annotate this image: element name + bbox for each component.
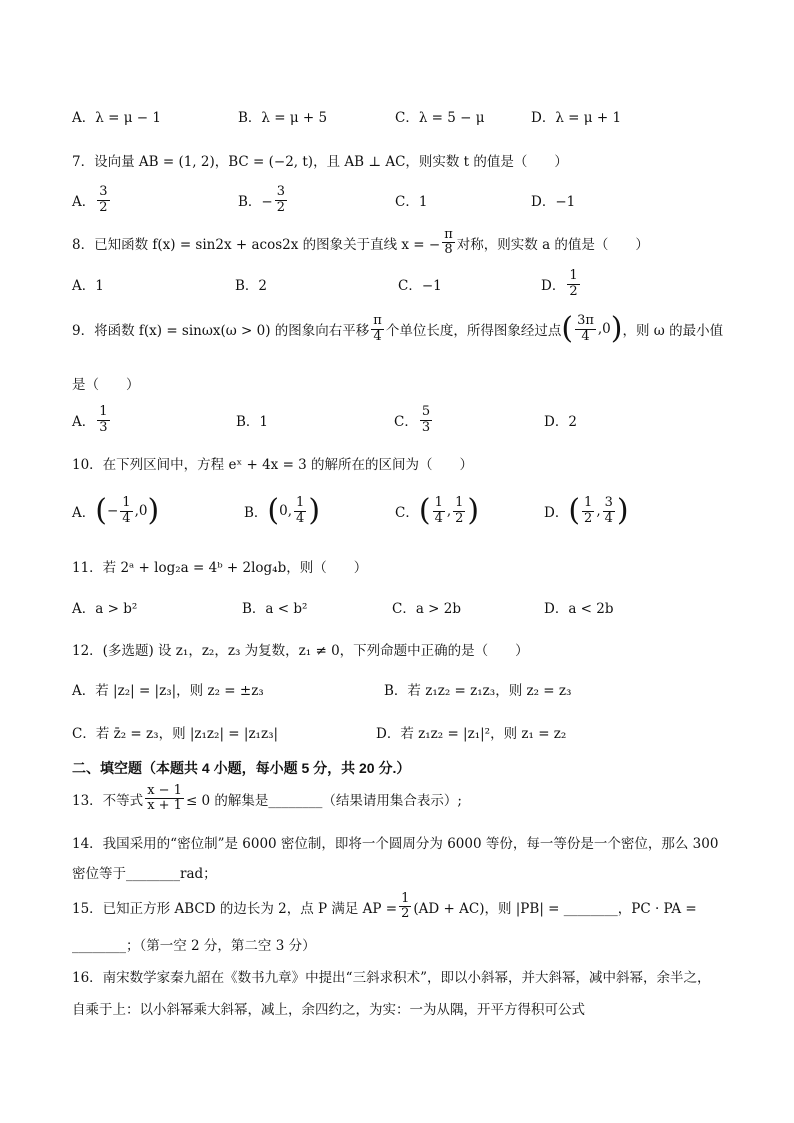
q7-a-den: 2 <box>99 199 108 215</box>
q12-option-d: D．若 z₁z₂ = |z₁|²，则 z₁ = z₂ <box>376 726 567 742</box>
q15-pre: 15．已知正方形 ABCD 的边长为 2，点 P 满足 AP = <box>72 900 398 917</box>
q9-point-fraction <box>575 314 596 344</box>
q9-c-num: 5 <box>421 404 431 420</box>
q11-options <box>72 589 732 625</box>
q9-right-paren: ) <box>610 311 623 346</box>
q8-stem <box>72 228 649 258</box>
q10-b-num: 1 <box>296 495 305 511</box>
q7-option-a <box>72 182 112 218</box>
q10-c-label: C． <box>395 505 419 521</box>
q12-stem: 12．(多选题) 设 z₁，z₂，z₃ 为复数，z₁ ≠ 0，下列命题中正确的是（ ） <box>72 643 529 659</box>
q8-d-fraction <box>567 269 579 299</box>
q16-line1: 16．南宋数学家秦九韶在《数书九章》中提出“三斜求积术”，即以小斜幂，并大斜幂，减中斜幂，余半之， <box>72 970 711 986</box>
q15-den: 2 <box>401 906 410 922</box>
q10-c-num2: 1 <box>455 495 464 511</box>
q13-pre: 13．不等式 <box>72 792 144 809</box>
q9-a-fraction <box>97 405 109 435</box>
q15-stem <box>72 892 697 922</box>
q7-option-c: C．1 <box>395 194 428 210</box>
q10-stem: 10．在下列区间中，方程 eˣ + 4x = 3 的解所在的区间为（ ） <box>72 457 474 473</box>
q10-option-d: D． ( $\frac{1}{2}$ , $\frac{3}{4}$ ) <box>544 493 629 528</box>
q6-option-c: C．λ = 5 − μ <box>395 110 485 126</box>
q7-options <box>72 182 732 218</box>
q9-point-den: 4 <box>581 328 590 344</box>
q9-stem <box>72 311 724 346</box>
q9-shift-den: 4 <box>373 328 382 344</box>
q8-num: π <box>444 227 453 242</box>
q10-c-num1: 1 <box>434 495 443 511</box>
q8-d-num: 1 <box>569 268 578 284</box>
q10-a-lparen: ( <box>95 493 107 528</box>
q16-line2: 自乘于上：以小斜幂乘大斜幂，减上，余四约之，为实：一为从隅，开平方得积可公式 <box>72 1002 585 1018</box>
q6-option-b: B．λ = μ + 5 <box>238 110 328 126</box>
q10-d-den1: 2 <box>584 510 593 526</box>
q8-option-a: A．1 <box>72 278 104 294</box>
q7-stem: 7．设向量 AB = (1, 2)，BC = (−2, t)，且 AB ⊥ AC，则实数 t 的值是（ ） <box>72 154 568 170</box>
q10-d-den2: 4 <box>604 510 613 526</box>
q9-stem-mid: 个单位长度，所得图象经过点 <box>385 323 562 339</box>
q14-line1: 14．我国采用的“密位制”是 6000 密位制，即将一个圆周分为 6000 等份，每一等份是一个密位，那么 300 <box>72 836 719 852</box>
q10-a-num: 1 <box>122 495 131 511</box>
q8-option-d <box>541 266 582 302</box>
q13-fraction <box>145 784 184 814</box>
q12-options-row1 <box>72 671 732 707</box>
q10-a-fraction <box>120 496 132 526</box>
q9-left-paren: ( <box>561 311 574 346</box>
q7-b-label: B．− <box>238 194 273 210</box>
q9-a-den: 3 <box>99 419 108 435</box>
q15-line2: ________；（第一空 2 分，第二空 3 分） <box>72 938 316 954</box>
q10-option-c: C． ( $\frac{1}{4}$ , $\frac{1}{2}$ ) <box>395 493 480 528</box>
q10-a-rparen: ) <box>147 493 160 528</box>
q9-option-d: D．2 <box>544 414 577 430</box>
q8-option-b: B．2 <box>235 278 268 294</box>
q10-c-den2: 2 <box>455 510 464 526</box>
q12-options-row2 <box>72 714 732 750</box>
q10-b-label: B． <box>244 505 268 521</box>
q9-point-num: 3π <box>577 313 594 329</box>
q8-options <box>72 266 732 302</box>
q8-option-c: C．−1 <box>398 278 442 294</box>
q10-c-fraction2 <box>453 496 465 526</box>
q9-c-fraction <box>420 405 432 435</box>
q10-d-fraction2 <box>603 496 615 526</box>
q9-shift-num: π <box>373 313 382 329</box>
q12-option-b: B．若 z₁z₂ = z₁z₃，则 z₂ = z₃ <box>384 683 572 699</box>
q9-stem-pre: 9．将函数 f(x) = sinωx(ω > 0) 的图象向右平移 <box>72 323 370 339</box>
q15-fraction <box>399 892 411 922</box>
q15-num: 1 <box>401 891 410 906</box>
q7-b-fraction <box>275 185 287 215</box>
q9-c-label: C． <box>394 414 418 430</box>
q10-a-label: A． <box>72 505 96 521</box>
q10-d-fraction1 <box>582 496 594 526</box>
q11-option-c: C．a > 2b <box>392 601 462 617</box>
q9-a-num: 1 <box>99 404 108 420</box>
q13-stem <box>72 784 462 814</box>
q13-post: ≤ 0 的解集是________（结果请用集合表示）; <box>185 792 462 809</box>
q7-a-num: 3 <box>99 184 108 200</box>
q9-option-c <box>394 402 434 438</box>
q6-option-a: A．λ = μ − 1 <box>72 110 161 126</box>
q10-a-post: ,0 <box>134 503 148 519</box>
q6-option-d: D．λ = μ + 1 <box>531 110 622 126</box>
q9-a-label: A． <box>72 414 96 430</box>
q9-stem-cont: 是（ ） <box>72 377 140 393</box>
q7-a-label: A． <box>72 194 96 210</box>
q11-option-a: A．a > b² <box>72 601 138 617</box>
q10-d-lparen: ( <box>568 493 581 528</box>
q9-point-tail: ,0 <box>597 321 611 337</box>
q11-stem: 11．若 2ᵃ + log₂a = 4ᵇ + 2log₄b，则（ ） <box>72 560 368 576</box>
q9-option-b: B．1 <box>236 414 269 430</box>
q10-c-den1: 4 <box>434 510 443 526</box>
q6-options <box>72 98 732 134</box>
q7-option-b <box>238 182 289 218</box>
q10-c-fraction1 <box>433 496 445 526</box>
q9-c-den: 3 <box>421 419 431 435</box>
q10-option-b <box>244 490 320 532</box>
q10-a-pre: − <box>106 503 119 519</box>
q8-d-den: 2 <box>569 283 578 299</box>
q10-d-label: D． <box>544 505 569 521</box>
q10-c-lparen: ( <box>418 493 431 528</box>
q10-options <box>72 490 732 532</box>
q8-stem-post: 对称，则实数 a 的值是（ ） <box>456 236 649 253</box>
q12-option-c: C．若 z̄₂ = z₃，则 |z₁z₂| = |z₁z₃| <box>72 726 279 742</box>
q7-b-den: 2 <box>276 199 286 215</box>
q14-line2: 密位等于________rad； <box>72 866 217 882</box>
q15-post: (AD + AC)，则 |PB| = ________，PC · PA = <box>413 900 697 917</box>
section-fill-in-heading: 二、填空题（本题共 4 小题，每小题 5 分，共 20 分.） <box>72 760 411 776</box>
q8-den: 8 <box>444 242 453 258</box>
q11-option-b: B．a < b² <box>242 601 308 617</box>
q10-a-den: 4 <box>122 510 131 526</box>
q10-option-a <box>72 490 159 532</box>
q13-den: x + 1 <box>147 798 182 814</box>
q10-b-pre: 0, <box>279 503 293 519</box>
q10-b-rparen: ) <box>308 493 321 528</box>
q9-options <box>72 402 732 438</box>
q10-c-rparen: ) <box>467 493 480 528</box>
q10-b-lparen: ( <box>267 493 280 528</box>
q8-stem-pre: 8．已知函数 f(x) = sin2x + acos2x 的图象关于直线 x = − <box>72 236 441 253</box>
q9-option-a <box>72 402 112 438</box>
q7-a-fraction <box>97 185 109 215</box>
q8-d-label: D． <box>541 278 566 294</box>
q10-b-fraction <box>294 496 306 526</box>
q8-fraction <box>442 228 455 258</box>
q7-b-num: 3 <box>276 184 286 200</box>
q9-stem-post: ，则 ω 的最小值 <box>622 323 724 339</box>
q11-option-d: D．a < 2b <box>544 601 614 617</box>
q12-option-a: A．若 |z₂| = |z₃|，则 z₂ = ±z₃ <box>72 683 264 699</box>
q10-d-num1: 1 <box>584 495 593 511</box>
q10-b-den: 4 <box>296 510 305 526</box>
q13-num: x − 1 <box>147 783 182 798</box>
q9-shift-fraction <box>371 314 384 344</box>
q10-d-num2: 3 <box>604 495 613 511</box>
q7-option-d: D．−1 <box>531 194 576 210</box>
q10-d-rparen: ) <box>616 493 629 528</box>
